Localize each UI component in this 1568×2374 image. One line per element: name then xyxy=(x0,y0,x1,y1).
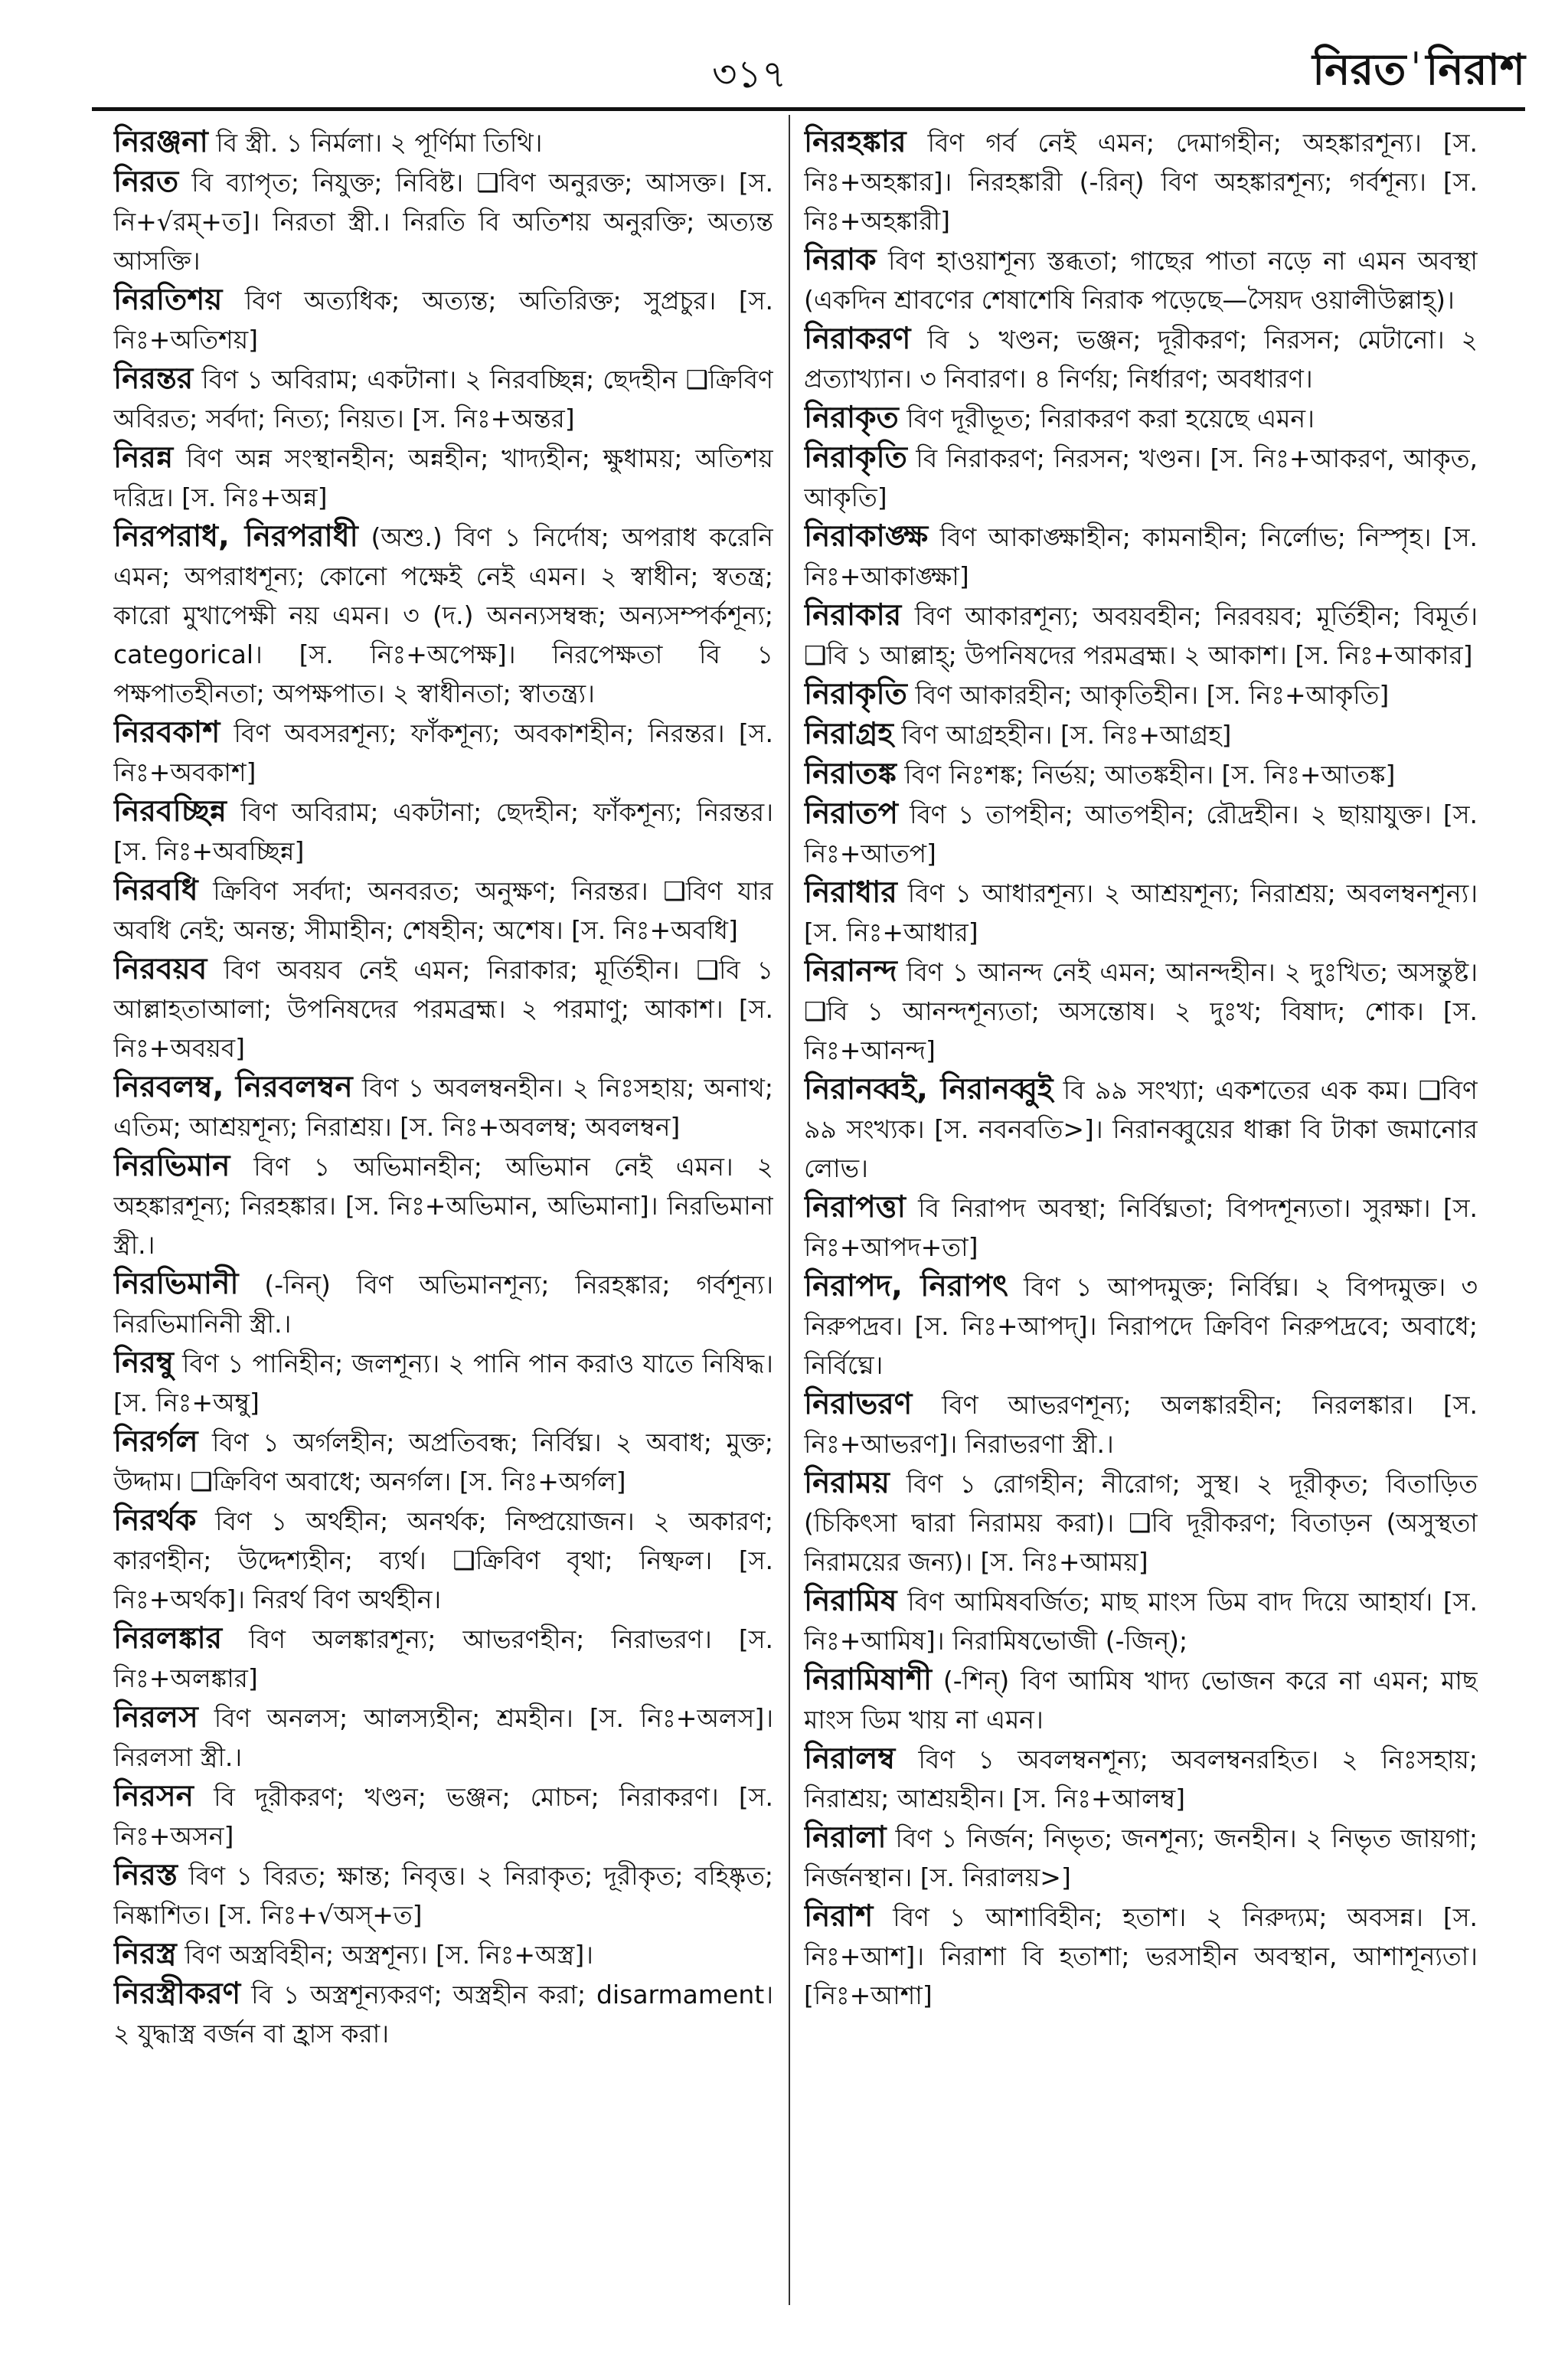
dictionary-entry xyxy=(113,1934,773,1974)
dictionary-entry xyxy=(804,1463,1478,1581)
dictionary-entry xyxy=(804,596,1478,675)
headword: নিরাকৃতি xyxy=(804,677,907,711)
dictionary-entry xyxy=(804,952,1478,1070)
definition: বিণ দূরীভূত; নিরাকরণ করা হয়েছে এমন। xyxy=(898,404,1315,433)
definition: বিণ আগ্রহহীন। [স. নিঃ+আগ্রহ] xyxy=(893,720,1232,750)
dictionary-entry xyxy=(113,1619,773,1698)
headword: নিরর্গল xyxy=(113,1424,198,1459)
definition: বিণ ১ পানিহীন; জলশূন্য। ২ পানি পান করাও যাতে নিষিদ্ধ। [স. নিঃ+অম্বু] xyxy=(113,1349,773,1418)
headword: নিরানন্দ xyxy=(804,954,897,989)
dictionary-entry xyxy=(804,1818,1478,1897)
definition: বিণ ১ আধারশূন্য। ২ আশ্রয়শূন্য; নিরাশ্রয়; অবলম্বনশূন্য। [স. নিঃ+আধার] xyxy=(804,878,1478,947)
headword: নিরবকাশ xyxy=(113,715,220,750)
definition: বিণ অলঙ্কারশূন্য; আভরণহীন; নিরাভরণ। [স. নিঃ+অলঙ্কার] xyxy=(113,1624,773,1693)
headword: নিরবয়ব xyxy=(113,952,207,986)
headword: নিরাকার xyxy=(804,598,902,633)
definition: বিণ ১ অর্থহীন; অনর্থক; নিষ্প্রয়োজন। ২ অকারণ; কারণহীন; উদ্দেশ্যহীন; ব্যর্থ। ❑ক্রিবিণ বৃথা; নিষ্ফল। [স. নিঃ+অর্থক]। নিরর্থ বিণ অর্থহীন। xyxy=(113,1506,773,1614)
definition: বিণ ১ অবলম্বনহীন। ২ নিঃসহায়; অনাথ; এতিম; আশ্রয়শূন্য; নিরাশ্রয়। [স. নিঃ+অবলম্ব; অবলম্বন] xyxy=(113,1073,773,1142)
definition: বিণ ১ আপদমুক্ত; নির্বিঘ্ন। ২ বিপদমুক্ত। ৩ নিরুপদ্রব। [স. নিঃ+আপদ্]। নিরাপদে ক্রিবিণ নিরুপদ্রবে; অবাধে; নির্বিঘ্নে। xyxy=(804,1272,1478,1380)
dictionary-entry xyxy=(113,359,773,438)
definition: বিণ আকাঙ্ক্ষাহীন; কামনাহীন; নির্লোভ; নিস্পৃহ। [স. নিঃ+আকাঙ্ক্ষা] xyxy=(804,522,1478,591)
definition: বিণ অবিরাম; একটানা; ছেদহীন; ফাঁকশূন্য; নিরন্তর। [স. নিঃ+অবচ্ছিন্ন] xyxy=(113,797,773,866)
headword: নিরাকরণ xyxy=(804,322,911,356)
headword: নিরাতঙ্ক xyxy=(804,757,897,791)
headword: নিরতিশয় xyxy=(113,283,223,317)
definition: বিণ নিঃশঙ্ক; নির্ভয়; আতঙ্কহীন। [স. নিঃ+আতঙ্ক] xyxy=(896,760,1396,790)
dictionary-entry xyxy=(804,398,1478,438)
dictionary-entry xyxy=(804,1070,1478,1188)
headword: নিরাশ xyxy=(804,1899,874,1934)
definition: বিণ ১ বিরত; ক্ষান্ত; নিবৃত্ত। ২ নিরাকৃত; দূরীকৃত; বহিষ্কৃত; নিষ্কাশিত। [স. নিঃ+√অস্+ত] xyxy=(113,1861,773,1930)
dictionary-entry xyxy=(113,1343,773,1422)
headword: নিরলস xyxy=(113,1700,198,1735)
headword: নিরন্তর xyxy=(113,361,194,396)
dictionary-entry xyxy=(113,1698,773,1777)
headword: নিরাকাঙ্ক্ষ xyxy=(804,519,929,554)
definition: বিণ ১ অবলম্বনশূন্য; অবলম্বনরহিত। ২ নিঃসহায়; নিরাশ্রয়; আশ্রয়হীন। [স. নিঃ+আলম্ব] xyxy=(804,1745,1478,1813)
headword: নিরবচ্ছিন্ন xyxy=(113,794,227,829)
headword: নিরভিমানী xyxy=(113,1267,239,1301)
dictionary-entry xyxy=(804,1267,1478,1385)
definition: (-শিন্) বিণ আমিষ খাদ্য ভোজন করে না এমন; মাছ মাংস ডিম খায় না এমন। xyxy=(804,1666,1478,1735)
guide-word-last: নিরাশ xyxy=(1426,45,1525,95)
headword: নিরসন xyxy=(113,1779,194,1813)
dictionary-entry xyxy=(804,517,1478,596)
dictionary-entry xyxy=(113,1068,773,1146)
dictionary-entry xyxy=(804,794,1478,873)
headword: নিরপরাধ, নিরপরাধী xyxy=(113,519,358,554)
definition: বিণ আকারশূন্য; অবয়বহীন; নিরবয়ব; মূর্তিহীন; বিমূর্ত। ❑বি ১ আল্লাহ্; উপনিষদের পরমব্রহ্ম। ২ আকাশ। [স. নিঃ+আকার] xyxy=(804,601,1478,670)
dictionary-entry xyxy=(804,438,1478,517)
dictionary-entry xyxy=(113,1777,773,1856)
headword: নিরর্থক xyxy=(113,1503,197,1538)
right-column xyxy=(804,123,1478,2313)
dictionary-entry xyxy=(113,1856,773,1934)
dictionary-entry xyxy=(804,1188,1478,1267)
definition: বি ১ খণ্ডন; ভঞ্জন; দূরীকরণ; নিরসন; মেটানো। ২ প্রত্যাখ্যান। ৩ নিবারণ। ৪ নির্ণয়; নির্ধারণ; অবধারণ। xyxy=(804,325,1478,394)
dictionary-entry xyxy=(804,754,1478,794)
headword: নিরঞ্জনা xyxy=(113,125,208,159)
dictionary-entry xyxy=(113,280,773,359)
headword: নিরহঙ্কার xyxy=(804,125,906,159)
headword: নিরামিষাশী xyxy=(804,1663,933,1697)
definition: বিণ গর্ব নেই এমন; দেমাগহীন; অহঙ্কারশূন্য। [স. নিঃ+অহঙ্কার]। নিরহঙ্কারী (-রিন্) বিণ অহঙ্কারশূন্য; গর্বশূন্য। [স. নিঃ+অহঙ্কারী] xyxy=(804,128,1478,236)
headword: নিরালম্ব xyxy=(804,1741,896,1776)
dictionary-entry xyxy=(804,1739,1478,1818)
headword: নিরাভরণ xyxy=(804,1387,913,1421)
headword: নিরাক xyxy=(804,243,877,277)
headword: নিরস্ত্রীকরণ xyxy=(113,1977,241,2011)
dictionary-entry xyxy=(804,1897,1478,2015)
headword: নিরাপদ, নিরাপৎ xyxy=(804,1269,1008,1303)
definition: বিণ ১ তাপহীন; আতপহীন; রৌদ্রহীন। ২ ছায়াযুক্ত। [স. নিঃ+আতপ] xyxy=(804,800,1478,868)
left-column xyxy=(113,123,773,2313)
definition: বিণ অবয়ব নেই এমন; নিরাকার; মূর্তিহীন। ❑বি ১ আল্লাহতাআলা; উপনিষদের পরমব্রহ্ম। ২ পরমাণু; আকাশ। [স. নিঃ+অবয়ব] xyxy=(113,955,773,1063)
dictionary-entry xyxy=(804,319,1478,398)
headword: নিরাগ্রহ xyxy=(804,717,893,751)
definition: বি স্ত্রী. ১ নির্মলা। ২ পূর্ণিমা তিথি। xyxy=(207,128,543,158)
definition: বিণ ১ নির্জন; নিভৃত; জনশূন্য; জনহীন। ২ নিভৃত জায়গা; নির্জনস্থান। [স. নিরালয়>] xyxy=(804,1823,1478,1892)
definition: বিণ ১ আশাবিহীন; হতাশ। ২ নিরুদ্যম; অবসন্ন। [স. নিঃ+আশ]। নিরাশা বি হতাশা; ভরসাহীন অবস্থান, আশাশূন্যতা। [নিঃ+আশা] xyxy=(804,1902,1478,2010)
dictionary-entry xyxy=(113,1422,773,1501)
guide-separator: ˈ xyxy=(1410,45,1423,95)
definition: বি দূরীকরণ; খণ্ডন; ভঞ্জন; মোচন; নিরাকরণ। [স. নিঃ+অসন] xyxy=(113,1782,773,1851)
headword: নিরাকৃত xyxy=(804,401,899,435)
dictionary-entry xyxy=(113,162,773,280)
definition: ক্রিবিণ সর্বদা; অনবরত; অনুক্ষণ; নিরন্তর। ❑বিণ যার অবধি নেই; অনন্ত; সীমাহীন; শেষহীন; অশেষ। [স. নিঃ+অবধি] xyxy=(113,876,773,945)
definition: বিণ আমিষবর্জিত; মাছ মাংস ডিম বাদ দিয়ে আহার্য। [স. নিঃ+আমিষ]। নিরামিষভোজী (-জিন্); xyxy=(804,1587,1478,1656)
headword: নিরবধি xyxy=(113,873,198,907)
definition: বি ১ অস্ত্রশূন্যকরণ; অস্ত্রহীন করা; disarmament। ২ যুদ্ধাস্ত্র বর্জন বা হ্রাস করা। xyxy=(113,1980,773,2049)
definition: বিণ অন্ন সংস্থানহীন; অন্নহীন; খাদ্যহীন; ক্ষুধাময়; অতিশয় দরিদ্র। [স. নিঃ+অন্ন] xyxy=(113,443,773,512)
guide-word-first: নিরত xyxy=(1312,45,1406,95)
dictionary-entry xyxy=(113,517,773,713)
dictionary-entry xyxy=(804,1660,1478,1739)
definition: বিণ ১ রোগহীন; নীরোগ; সুস্থ। ২ দূরীকৃত; বিতাড়িত (চিকিৎসা দ্বারা নিরাময় করা)। ❑বি দূরীকরণ; বিতাড়ন (অসুস্থতা নিরাময়ের জন্য)। [স. নিঃ+আময়] xyxy=(804,1469,1478,1577)
dictionary-entry xyxy=(113,871,773,950)
dictionary-entry xyxy=(804,675,1478,714)
definition: বিণ ১ অভিমানহীন; অভিমান নেই এমন। ২ অহঙ্কারশূন্য; নিরহঙ্কার। [স. নিঃ+অভিমান, অভিমানা]। নিরভিমানা স্ত্রী.। xyxy=(113,1152,773,1260)
definition: বিণ অনলস; আলস্যহীন; শ্রমহীন। [স. নিঃ+অলস]। নিরলসা স্ত্রী.। xyxy=(113,1703,773,1772)
dictionary-entry xyxy=(804,123,1478,240)
headword: নিরলঙ্কার xyxy=(113,1621,223,1656)
column-divider xyxy=(789,115,790,2305)
headword: নিরামিষ xyxy=(804,1584,897,1618)
headword: নিরত xyxy=(113,165,179,199)
dictionary-entry xyxy=(113,123,773,162)
headword: নিরন্ন xyxy=(113,440,174,475)
page-number: ৩১৭ xyxy=(712,52,787,96)
headword: নিরম্বু xyxy=(113,1346,174,1380)
definition: বি নিরাপদ অবস্থা; নির্বিঘ্নতা; বিপদশূন্যতা। সুরক্ষা। [স. নিঃ+আপদ+তা] xyxy=(804,1193,1478,1262)
headword: নিরাপত্তা xyxy=(804,1190,906,1225)
dictionary-entry xyxy=(113,1264,773,1343)
dictionary-entry xyxy=(113,438,773,517)
header-rule xyxy=(92,107,1525,111)
dictionary-entry xyxy=(804,1385,1478,1463)
guide-words xyxy=(1312,37,1525,109)
dictionary-entry xyxy=(113,1146,773,1264)
headword: নিরানব্বই, নিরানব্বুই xyxy=(804,1072,1054,1107)
dictionary-entry xyxy=(804,714,1478,754)
headword: নিরালা xyxy=(804,1820,887,1855)
definition: (-নিন্) বিণ অভিমানশূন্য; নিরহঙ্কার; গর্বশূন্য। নিরভিমানিনী স্ত্রী.। xyxy=(113,1270,773,1339)
definition: বিণ ১ আনন্দ নেই এমন; আনন্দহীন। ২ দুঃখিত; অসন্তুষ্ট। ❑বি ১ আনন্দশূন্যতা; অসন্তোষ। ২ দুঃখ; বিষাদ; শোক। [স. নিঃ+আনন্দ] xyxy=(804,957,1478,1065)
definition: বিণ আকারহীন; আকৃতিহীন। [স. নিঃ+আকৃতি] xyxy=(906,680,1390,710)
headword: নিরস্ত্র xyxy=(113,1937,177,1971)
dictionary-entry xyxy=(113,1974,773,2053)
definition: বিণ ১ অবিরাম; একটানা। ২ নিরবচ্ছিন্ন; ছেদহীন ❑ক্রিবিণ অবিরত; সর্বদা; নিত্য; নিয়ত। [স. নিঃ+অন্তর] xyxy=(113,365,773,433)
headword: নিরাকৃতি xyxy=(804,440,907,475)
definition: বি নিরাকরণ; নিরসন; খণ্ডন। [স. নিঃ+আকরণ, আকৃত, আকৃতি] xyxy=(804,443,1478,512)
headword: নিরস্ত xyxy=(113,1858,178,1892)
definition: বিণ ১ অর্গলহীন; অপ্রতিবন্ধ; নির্বিঘ্ন। ২ অবাধ; মুক্ত; উদ্দাম। ❑ক্রিবিণ অবাধে; অনর্গল। [স. নিঃ+অর্গল] xyxy=(113,1427,773,1496)
dictionary-entry xyxy=(113,1501,773,1619)
headword: নিরবলম্ব, নিরবলম্বন xyxy=(113,1070,353,1104)
definition: বিণ অত্যধিক; অত্যন্ত; অতিরিক্ত; সুপ্রচুর। [স. নিঃ+অতিশয়] xyxy=(113,286,773,355)
definition: বিণ অস্ত্রবিহীন; অস্ত্রশূন্য। [স. নিঃ+অস্ত্র]। xyxy=(176,1940,593,1970)
headword: নিরাতপ xyxy=(804,796,898,831)
dictionary-entry xyxy=(113,950,773,1068)
dictionary-entry xyxy=(804,240,1478,319)
dictionary-entry xyxy=(804,1581,1478,1660)
headword: নিরাময় xyxy=(804,1466,890,1500)
dictionary-entry xyxy=(113,792,773,871)
definition: বিণ আভরণশূন্য; অলঙ্কারহীন; নিরলঙ্কার। [স. নিঃ+আভরণ]। নিরাভরণা স্ত্রী.। xyxy=(804,1390,1478,1459)
definition: বিণ অবসরশূন্য; ফাঁকশূন্য; অবকাশহীন; নিরন্তর। [স. নিঃ+অবকাশ] xyxy=(113,718,773,787)
definition: বিণ হাওয়াশূন্য স্তব্ধতা; গাছের পাতা নড়ে না এমন অবস্থা (একদিন শ্রাবণের শেষাশেষি নিরাক পড়েছে—সৈয়দ ওয়ালীউল্লাহ্)। xyxy=(804,246,1478,315)
headword: নিরভিমান xyxy=(113,1149,230,1183)
definition: (অশু.) বিণ ১ নির্দোষ; অপরাধ করেনি এমন; অপরাধশূন্য; কোনো পক্ষেই নেই এমন। ২ স্বাধীন; স্বতন্ত্র; কারো মুখাপেক্ষী নয় এমন। ৩ (দ.) অনন্যসম্বন্ধ; অন্যসম্পর্কশূন্য; categorical। [স. নিঃ+অপেক্ষ]। নিরপেক্ষতা বি ১ পক্ষপাতহীনতা; অপক্ষপাত। ২ স্বাধীনতা; স্বাতন্ত্র্য। xyxy=(113,522,773,708)
definition: বি ৯৯ সংখ্যা; একশতের এক কম। ❑বিণ ৯৯ সংখ্যক। [স. নবনবতি>]। নিরানব্বুয়ের ধাক্কা বি টাকা জমানোর লোভ। xyxy=(804,1075,1478,1183)
dictionary-entry xyxy=(804,873,1478,952)
headword: নিরাধার xyxy=(804,875,897,910)
definition: বি ব্যাপৃত; নিযুক্ত; নিবিষ্ট। ❑বিণ অনুরক্ত; আসক্ত। [স. নি+√রম্+ত]। নিরতা স্ত্রী.। নিরতি বি অতিশয় অনুরক্তি; অত্যন্ত আসক্তি। xyxy=(113,168,773,276)
dictionary-entry xyxy=(113,713,773,792)
